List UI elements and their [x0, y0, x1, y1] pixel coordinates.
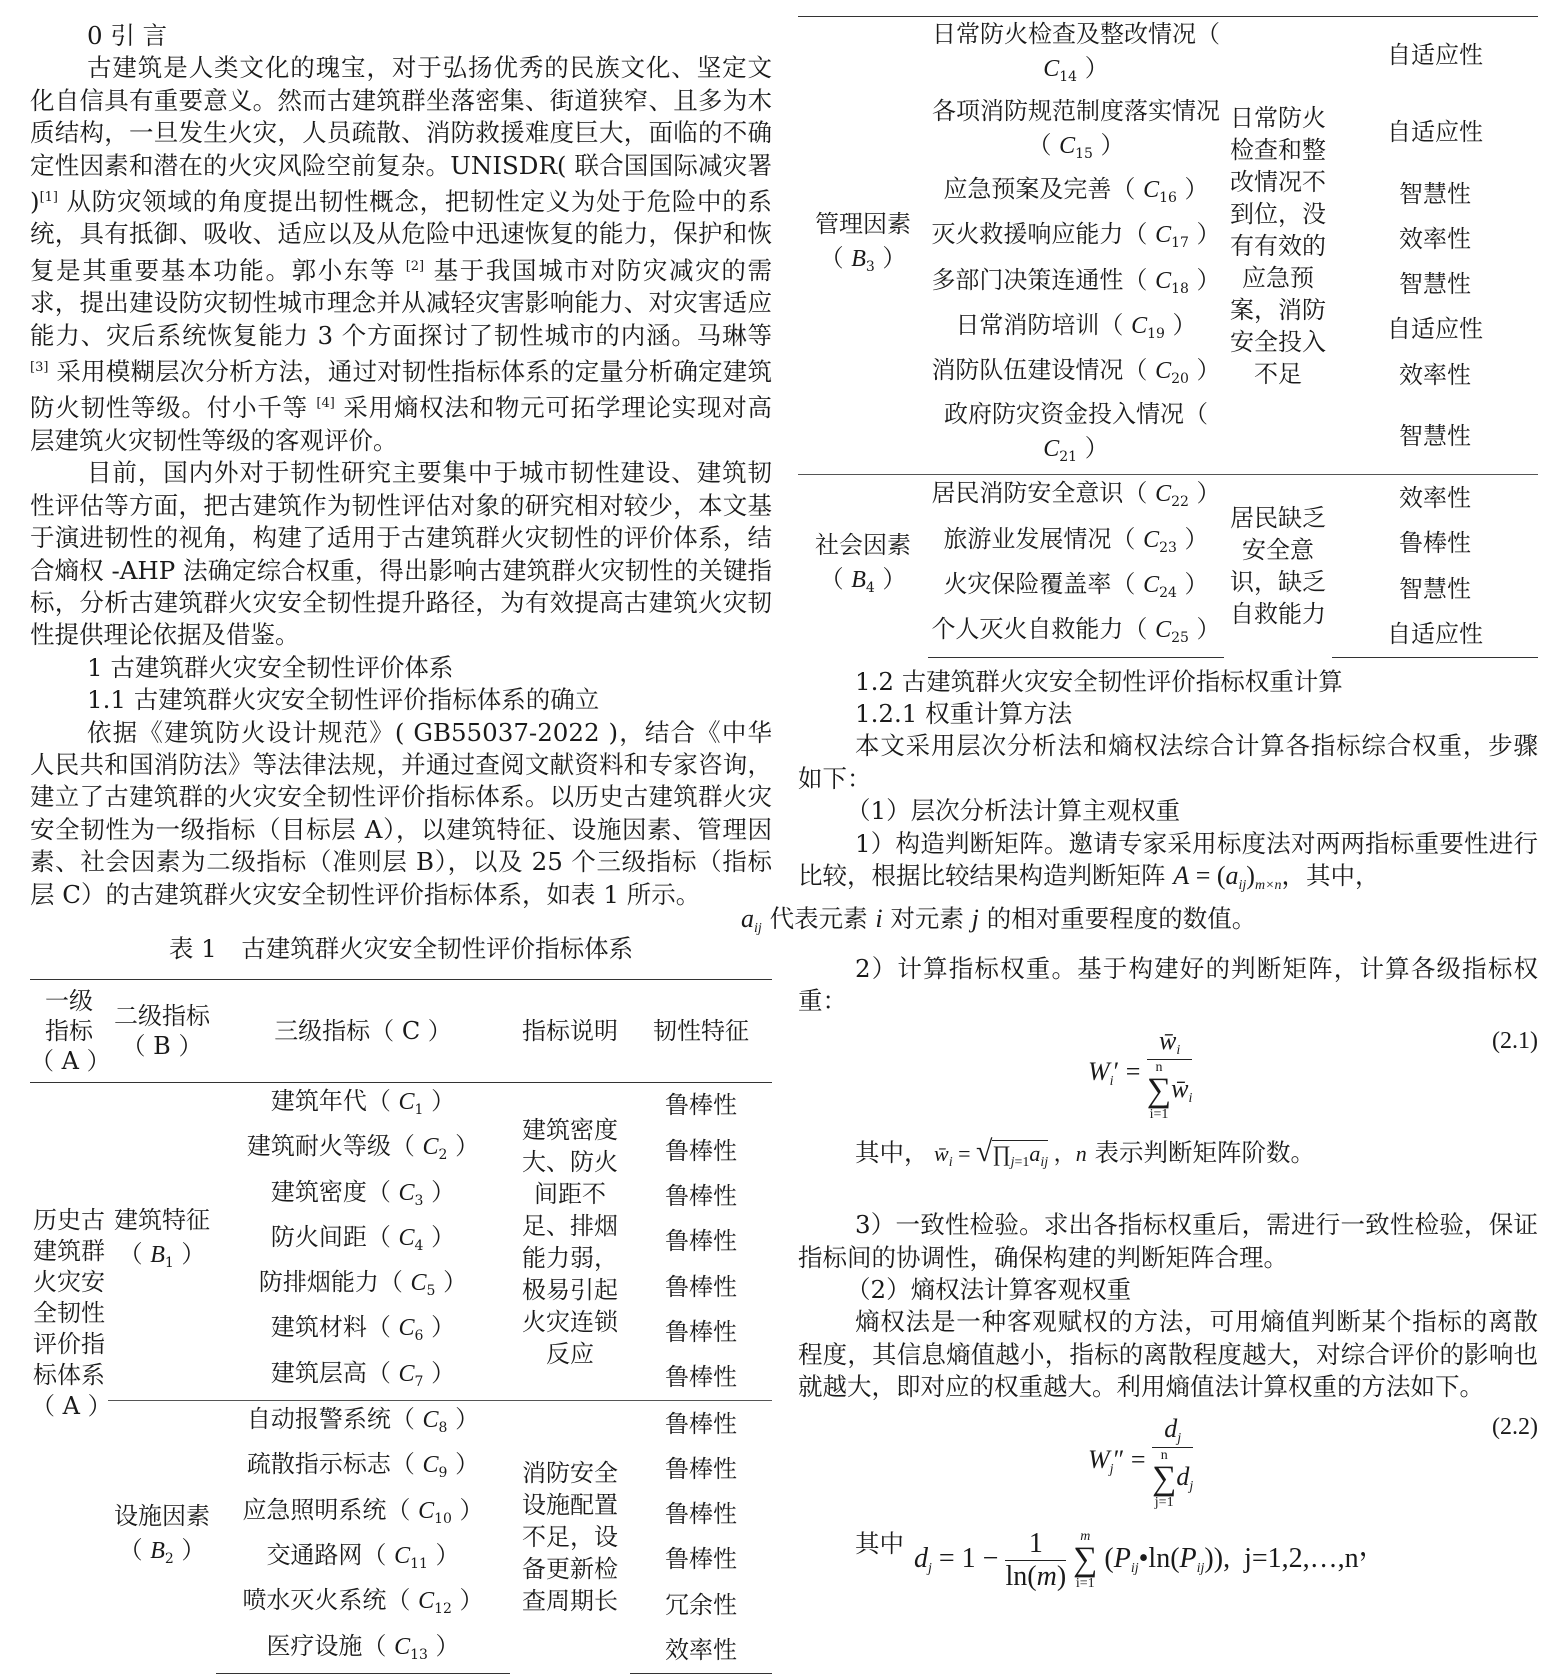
trait-cell: 鲁棒性	[665, 1545, 737, 1574]
level3-item: 建筑密度（ $C_3$ ）	[270, 1177, 456, 1209]
section-heading-1-2: 1.2 古建筑群火灾安全韧性评价指标权重计算	[855, 666, 1343, 696]
level3-item: 疏散指示标志（ $C_9$ ）	[246, 1450, 480, 1482]
step-heading-entropy: （2）熵权法计算客观权重	[846, 1274, 1132, 1304]
level3-item: 自动报警系统（ $C_8$ ）	[216, 1401, 510, 1447]
level2-group: 设施因素 （ $B_2$ ）	[108, 1401, 216, 1674]
level2-group: 建筑特征 （ $B_1$ ）	[114, 1206, 210, 1271]
trait-cell: 效率性	[1332, 475, 1538, 521]
table-caption: 表 1 古建筑群火灾安全韧性评价指标体系	[168, 933, 634, 963]
level3-item: 建筑耐火等级（ $C_2$ ）	[246, 1132, 480, 1164]
header-level2: 二级指标 （ B ）	[114, 1001, 210, 1060]
level3-item: 建筑层高（ $C_7$ ）	[270, 1358, 456, 1390]
level3-item: 应急预案及完善（ $C_{16}$ ）	[943, 175, 1209, 206]
trait-cell: 自适应性	[1387, 315, 1483, 344]
trait-cell: 效率性	[1399, 360, 1471, 389]
paragraph-5: 1）构造判断矩阵。邀请专家采用标度法对两两指标重要性进行比较，根据比较结果构造判断矩阵 $A = (a_{ij})_{m\times n}$，其中， $a_{ij}$ 代表元素 i 对元素 j 的相对重要程度的数值。	[741, 828, 1538, 936]
trait-cell: 鲁棒性	[665, 1091, 737, 1120]
equation-2-2	[798, 1404, 1538, 1524]
paragraph-8: 3）一致性检验。求出各指标权重后，需进行一致性检验，保证指标间的协调性，确保构建的判断矩阵合理。	[798, 1210, 1538, 1272]
table-row	[30, 1082, 772, 1128]
equation-2-1-body: $W_i'$ = $w̄_i$ n ∑ $i=1w̄_i$	[1088, 1025, 1193, 1122]
intro-paragraph-1: 古建筑是人类文化的瑰宝，对于弘扬优秀的民族文化、坚定文化自信具有重要意义。然而古建筑群坐落密集、街道狭窄、且多为木质结构，一旦发生火灾，人员疏散、消防救援难度巨大，面临的不确定性因素和潜在的火灾风险空前复杂。UNISDR( 联合国国际减灾署 )[1] 从防灾领域的角度提出韧性概念，把韧性定义为处于危险中的系统，具有抵御、吸收、适应以及从危险中迅速恢复的能力，保护和恢复是其重要基本功能。郭小东等 [2] 基于我国城市对防灾减灾的需求，提出建设防灾韧性城市理念并从减轻灾害影响能力、对灾害适应能力、灾后系统恢复能力 3 个方面探讨了韧性城市的内涵。马琳等 [3] 采用模糊层次分析方法，通过对韧性指标体系的定量分析确定建筑防火韧性等级。付小千等 [4] 采用熵权法和物元可拓学理论实现对高层建筑火灾韧性等级的客观评价。	[30, 53, 772, 455]
trait-cell: 鲁棒性	[665, 1227, 737, 1256]
trait-cell: 鲁棒性	[665, 1500, 737, 1529]
header-level1: 一级 指标 （ A ）	[30, 986, 111, 1075]
level2-group: 管理因素 （ $B_3$ ）	[815, 210, 911, 276]
trait-cell: 智慧性	[1399, 421, 1471, 450]
header-description: 指标说明	[522, 1016, 618, 1045]
level3-item: 建筑材料（ $C_6$ ）	[270, 1313, 456, 1345]
level3-item: 个人灭火自救能力（ $C_{25}$ ）	[928, 611, 1224, 657]
equation-2-2-number: (2.2)	[1492, 1413, 1538, 1440]
left-column	[30, 0, 772, 1674]
intro-paragraph-2: 目前，国内外对于韧性研究主要集中于城市韧性建设、建筑韧性评估等方面，把古建筑作为韧性评估对象的研究相对较少，本文基于演进韧性的视角，构建了适用于古建筑群火灾韧性的评价体系，结合熵权 -AHP 法确定综合权重，得出影响古建筑群火灾韧性的关键指标，分析古建筑群火灾安全韧性提升路径，为有效提高古建筑火灾韧性提供理论依据及借鉴。	[30, 458, 772, 650]
trait-cell: 鲁棒性	[665, 1454, 737, 1483]
step-heading-ahp: （1）层次分析法计算主观权重	[846, 796, 1181, 826]
matrix-formula: $A = (a_{ij})_{m\times n}$	[1173, 861, 1282, 894]
section-heading-1: 1 古建筑群火灾安全韧性评价体系	[87, 652, 454, 682]
section-heading-intro: 0 引 言	[87, 21, 168, 50]
paragraph-7: 其中， $w̄_i$ = $√\prod_{j=1}a_{ij}$ ，n 表示判断矩阵阶数。	[855, 1134, 1315, 1170]
level3-item: 政府防灾资金投入情况（ $C_{21}$ ）	[944, 400, 1208, 466]
header-level3: 三级指标（ C ）	[274, 1016, 452, 1045]
paragraph-3: 依据《建筑防火设计规范》( GB55037-2022 )，结合《中华人民共和国消防法》等法律法规，并通过查阅文献资料和专家咨询，建立了古建筑群的火灾安全韧性评价指标体系。以历史古建筑群火灾安全韧性为一级指标（目标层 A），以建筑特征、设施因素、管理因素、社会因素为二级指标（准则层 B），以及 25 个三级指标（指标层 C）的古建筑群火灾安全韧性评价指标体系，如表 1 所示。	[30, 717, 772, 909]
level2-group: 社会因素 （ $B_4$ ）	[798, 475, 928, 657]
trait-cell: 冗余性	[665, 1590, 737, 1619]
trait-cell: 效率性	[1399, 224, 1471, 253]
paragraph-9: 熵权法是一种客观赋权的方法，可用熵值判断某个指标的离散程度，其信息熵值越小，指标的离散程度越大，对综合评价的影响也就越大，即对应的权重越大。利用熵值法计算权重的方法如下。	[798, 1307, 1538, 1402]
ref-4: [4]	[316, 396, 335, 412]
level3-item: 医疗设施（ $C_{13}$ ）	[216, 1628, 510, 1674]
level3-item: 防火间距（ $C_4$ ）	[270, 1222, 456, 1254]
level3-item: 日常消防培训（ $C_{19}$ ）	[955, 310, 1197, 342]
level3-item: 灭火救援响应能力（ $C_{17}$ ）	[931, 220, 1221, 252]
trait-cell: 鲁棒性	[665, 1317, 737, 1346]
level3-item: 日常防火检查及整改情况（ $C_{14}$ ）	[932, 20, 1220, 85]
trait-cell: 鲁棒性	[1399, 529, 1471, 558]
trait-cell: 效率性	[630, 1628, 772, 1674]
trait-cell: 智慧性	[1399, 270, 1471, 299]
level3-item: 旅游业发展情况（ $C_{23}$ ）	[943, 524, 1209, 556]
section-heading-1-2-1: 1.2.1 权重计算方法	[855, 699, 1073, 729]
ref-2: [2]	[405, 258, 425, 274]
equation-2-2-body: $W_j''$ = $d_j$ n ∑ $j=1d_j$	[1088, 1413, 1194, 1510]
table-body-part-1	[30, 1082, 772, 1673]
level3-item: 消防队伍建设情况（ $C_{20}$ ）	[931, 356, 1221, 388]
level1-cell: 历史古建筑群火灾安全韧性评价指标体系（ A ）	[31, 1205, 112, 1420]
equation-2-1-number: (2.1)	[1492, 1027, 1538, 1054]
level3-item: 应急照明系统（ $C_{10}$ ）	[242, 1495, 484, 1527]
description-cell: 日常防火检查和整改情况不到位，没有有效的应急预案，消防安全投入不足	[1230, 103, 1326, 388]
trait-cell: 鲁棒性	[665, 1182, 737, 1211]
paragraph-4: 本文采用层次分析法和熵权法综合计算各指标综合权重，步骤如下：	[798, 731, 1538, 793]
level3-item: 火灾保险覆盖率（ $C_{24}$ ）	[943, 570, 1209, 602]
trait-cell: 鲁棒性	[665, 1136, 737, 1165]
level3-item: 多部门决策连通性（ $C_{18}$ ）	[931, 265, 1221, 297]
trait-cell: 智慧性	[1399, 574, 1471, 603]
trait-cell: 自适应性	[1332, 611, 1538, 657]
description-cell: 消防安全设施配置不足，设备更新检查周期长	[510, 1401, 630, 1674]
level3-item: 喷水灭火系统（ $C_{12}$ ）	[242, 1586, 484, 1618]
table-header-row	[30, 979, 772, 1082]
section-heading-1-1: 1.1 古建筑群火灾安全韧性评价指标体系的确立	[87, 685, 600, 715]
level3-item: 交通路网（ $C_{11}$ ）	[266, 1540, 460, 1572]
paragraph-10-lead: 其中	[855, 1528, 904, 1558]
ref-3: [3]	[30, 360, 49, 376]
table-row	[798, 475, 1538, 521]
description-cell: 建筑密度大、防火间距不足、排烟能力弱，极易引起火灾连锁反应	[522, 1115, 618, 1368]
trait-cell: 鲁棒性	[665, 1363, 737, 1392]
level3-item: 建筑年代（ $C_1$ ）	[270, 1086, 456, 1118]
table-row	[798, 17, 1538, 95]
trait-cell: 鲁棒性	[665, 1272, 737, 1301]
level3-item: 各项消防规范制度落实情况（ $C_{15}$ ）	[932, 97, 1220, 162]
ref-1: [1]	[39, 190, 58, 206]
trait-cell: 自适应性	[1387, 41, 1483, 70]
level3-item: 居民消防安全意识（ $C_{22}$ ）	[928, 475, 1224, 521]
equation-dj-body: $d_j = 1$ − $\frac{1}{\ln(m)}$ m ∑ i=1 $(P_{ij}•\ln(P_{ij}))$, j=1,2,…,n，	[914, 1527, 1387, 1592]
equation-dj	[798, 1524, 1538, 1624]
table-row	[30, 1401, 772, 1447]
right-column	[741, 0, 1538, 1624]
index-table-part-2	[798, 16, 1538, 658]
trait-cell: 鲁棒性	[630, 1401, 772, 1447]
header-trait: 韧性特征	[653, 1016, 749, 1045]
index-table-part-1	[30, 979, 772, 1674]
paragraph-6: 2）计算指标权重。基于构建好的判断矩阵，计算各级指标权重：	[798, 953, 1538, 1016]
equation-2-1	[798, 1018, 1538, 1130]
description-cell: 居民缺乏安全意识，缺乏自救能力	[1224, 475, 1332, 657]
trait-cell: 自适应性	[1387, 118, 1483, 147]
trait-cell: 智慧性	[1399, 179, 1471, 208]
table-body-part-2	[798, 17, 1538, 658]
level3-item: 防排烟能力（ $C_5$ ）	[258, 1268, 468, 1300]
